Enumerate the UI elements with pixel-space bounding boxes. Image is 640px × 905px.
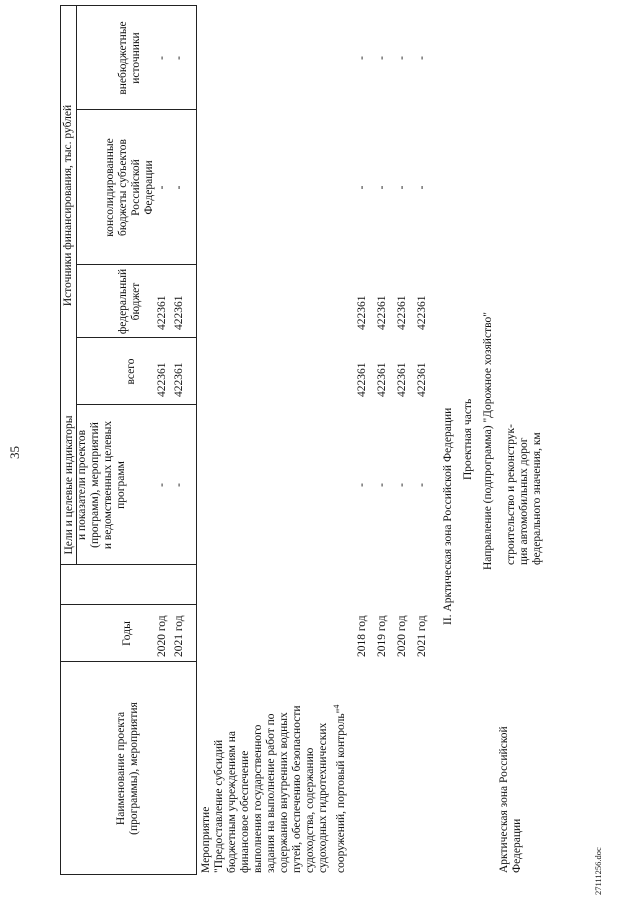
table-row-goal: - — [173, 483, 185, 487]
table-row-year: 2020 год — [396, 615, 408, 657]
table-row-total: 422361 — [376, 362, 388, 397]
table-row-federal: 422361 — [156, 295, 168, 330]
table-row-goal: - — [376, 483, 388, 487]
footnote-mark: 4 — [332, 704, 341, 709]
table-row-total: 422361 — [356, 362, 368, 397]
table-row-federal: 422361 — [376, 295, 388, 330]
table-row-extra: - — [173, 56, 185, 60]
table-row-federal: 422361 — [396, 295, 408, 330]
table-row-year: 2019 год — [376, 615, 388, 657]
table-row-extra: - — [356, 56, 368, 60]
section-title: II. Арктическая зона Российской Федерации — [442, 407, 454, 625]
header-name: Наименование проекта (программы), мероприятия — [115, 702, 140, 835]
table-row-total: 422361 — [173, 362, 185, 397]
table-row-goal: - — [396, 483, 408, 487]
table-row-extra: - — [416, 56, 428, 60]
measure-description: Мероприятие "Предоставление субсидий бюджетным учреждениям на финансовое обеспечение выполнения государственного задания на выполнение работ по содержанию внутренних водных путей, обеспечению безопасности судоходства, содержанию судоходных гидротехнических сооружений, портовый контроль"$^4$ — [200, 704, 347, 873]
footer-code: 27111256.doc — [593, 847, 603, 895]
table-row-regional: - — [156, 185, 168, 190]
table-row-regional: - — [173, 185, 185, 190]
table-row-extra: - — [376, 56, 388, 60]
table-row-year: 2018 год — [356, 615, 368, 657]
table-row-year: 2020 год — [156, 615, 168, 657]
table-row-total: 422361 — [156, 362, 168, 397]
header-federal: федеральный бюджет — [117, 268, 142, 335]
table-row-extra: - — [156, 56, 168, 60]
table-row-regional: - — [376, 185, 388, 190]
header-regional: консолидированные бюджеты субъектов Российской Федерации — [104, 138, 155, 237]
table-row-regional: - — [416, 185, 428, 190]
table-row-regional: - — [396, 185, 408, 190]
header-goals-cell — [60, 565, 196, 605]
header-goals: Цели и целевые индикаторы и показатели проектов (программ), мероприятий и ведомственных целевых программ — [63, 415, 127, 555]
table-row-goal: - — [356, 483, 368, 487]
table-row-year: 2021 год — [416, 615, 428, 657]
arctic-zone-name: Арктическая зона Российской Федерации — [498, 726, 523, 873]
table-row-total: 422361 — [396, 362, 408, 397]
table-row-extra: - — [396, 56, 408, 60]
table-row-federal: 422361 — [173, 295, 185, 330]
header-total: всего — [125, 358, 137, 385]
project-part: Проектная часть — [462, 398, 474, 480]
direction-title: Направление (подпрограмма) "Дорожное хозяйство" — [482, 312, 494, 570]
header-years: Годы — [121, 621, 133, 646]
table-row-federal: 422361 — [356, 295, 368, 330]
indicator-description: строительство и реконструк- ция автомобильных дорог федерального значения, км — [505, 424, 543, 565]
page-number: 35 — [7, 446, 22, 459]
table-row-total: 422361 — [416, 362, 428, 397]
header-extra: внебюджетные источники — [117, 21, 142, 95]
table-row-goal: - — [416, 483, 428, 487]
table-row-regional: - — [356, 185, 368, 190]
table-row-goal: - — [156, 483, 168, 487]
table-row-federal: 422361 — [416, 295, 428, 330]
table-row-year: 2021 год — [173, 615, 185, 657]
header-sources: Источники финансирования, тыс. рублей — [62, 104, 74, 307]
